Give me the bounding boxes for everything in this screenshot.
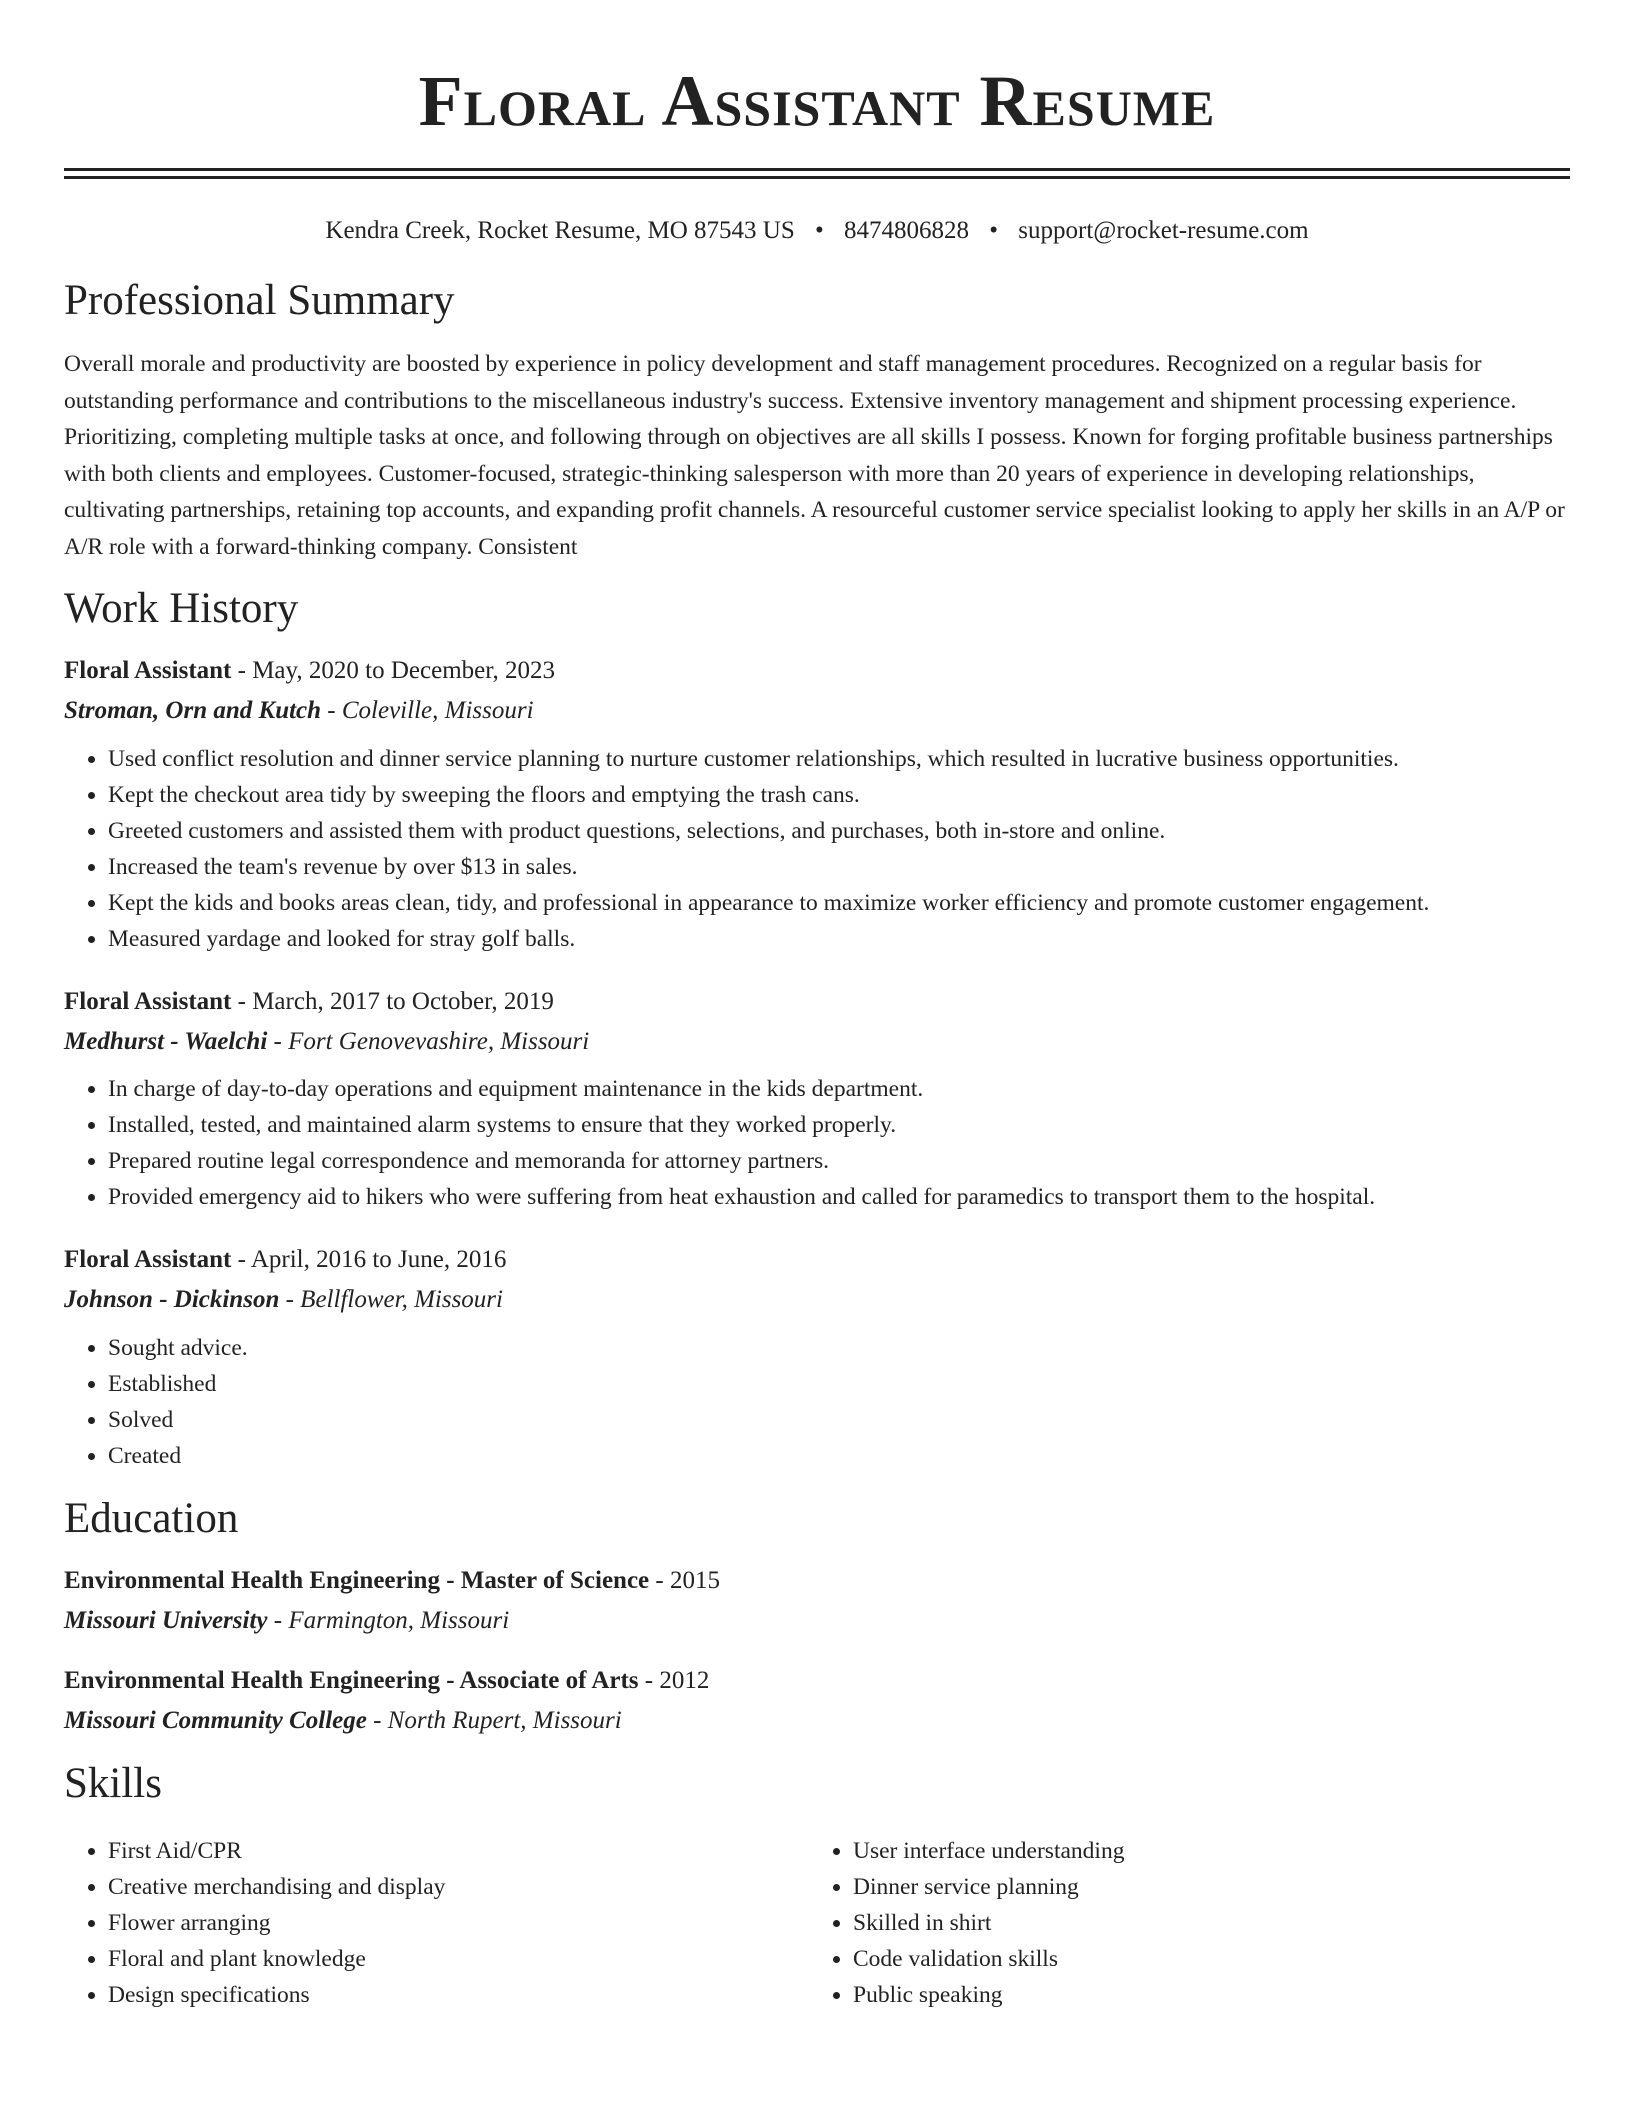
- list-item: • Kept the checkout area tidy by sweeping the floors and emptying the trash cans.: [108, 777, 1570, 813]
- education-entry: [64, 1666, 1570, 1736]
- list-item: • Used conflict resolution and dinner service planning to nurture customer relationships, which resulted in lucrative business opportunities.: [108, 741, 1570, 777]
- work-history-heading: Work History: [64, 585, 299, 632]
- company-location: - Bellflower, Missouri: [279, 1286, 503, 1313]
- resume-page: [64, 0, 1570, 2013]
- education-heading: Education: [64, 1495, 239, 1542]
- company-location: - Coleville, Missouri: [321, 697, 534, 724]
- list-item: • Solved: [108, 1402, 1570, 1438]
- list-item: • Prepared routine legal correspondence and memoranda for attorney partners.: [108, 1143, 1570, 1179]
- degree-name: Environmental Health Engineering - Master of Science: [64, 1567, 650, 1594]
- job-title: Floral Assistant: [64, 657, 232, 684]
- list-item: • Flower arranging: [108, 1905, 809, 1941]
- company-name: Johnson - Dickinson: [64, 1286, 280, 1313]
- job-entry: [64, 1245, 1570, 1474]
- list-item: • Increased the team's revenue by over $13 in sales.: [108, 849, 1570, 885]
- list-item: • Measured yardage and looked for stray golf balls.: [108, 921, 1570, 957]
- job-dates: - May, 2020 to December, 2023: [231, 657, 556, 684]
- graduation-year: - 2012: [638, 1667, 710, 1694]
- list-item: • Floral and plant knowledge: [108, 1941, 809, 1977]
- job-duties: [64, 1330, 1570, 1474]
- list-item: • Established: [108, 1366, 1570, 1402]
- job-duties: [64, 741, 1570, 957]
- job-title: Floral Assistant: [64, 1246, 232, 1273]
- list-item: • First Aid/CPR: [108, 1833, 809, 1869]
- skills-heading: Skills: [64, 1760, 162, 1807]
- list-item: • Provided emergency aid to hikers who were suffering from heat exhaustion and called for paramedics to transport them to the hospital.: [108, 1179, 1570, 1215]
- job-dates: - March, 2017 to October, 2019: [231, 988, 554, 1015]
- list-item: • Public speaking: [853, 1977, 1554, 2013]
- education-entry: [64, 1566, 1570, 1636]
- list-item: • Installed, tested, and maintained alarm systems to ensure that they worked properly.: [108, 1107, 1570, 1143]
- skills-list: [64, 1833, 1570, 2013]
- skills-column-right: [809, 1833, 1554, 2013]
- list-item: • Code validation skills: [853, 1941, 1554, 1977]
- skills-column-left: [64, 1833, 809, 2013]
- company-name: Stroman, Orn and Kutch: [64, 697, 322, 724]
- school-name: Missouri University: [64, 1607, 268, 1634]
- contact-email: support@rocket-resume.com: [1018, 217, 1309, 244]
- company-name: Medhurst - Waelchi: [64, 1028, 268, 1055]
- contact-separator: •: [815, 217, 824, 244]
- contact-separator: •: [989, 217, 999, 244]
- list-item: • Skilled in shirt: [853, 1905, 1554, 1941]
- school-location: - Farmington, Missouri: [267, 1607, 510, 1634]
- contact-phone: 8474806828: [844, 217, 970, 244]
- graduation-year: - 2015: [649, 1567, 720, 1594]
- school-location: - North Rupert, Missouri: [366, 1707, 622, 1734]
- list-item: • Design specifications: [108, 1977, 809, 2013]
- contact-line: [64, 216, 1570, 246]
- list-item: • User interface understanding: [853, 1833, 1554, 1869]
- list-item: • Creative merchandising and display: [108, 1869, 809, 1905]
- job-title: Floral Assistant: [64, 988, 232, 1015]
- job-dates: - April, 2016 to June, 2016: [231, 1246, 507, 1273]
- list-item: • Greeted customers and assisted them with product questions, selections, and purchases, both in-store and online.: [108, 813, 1570, 849]
- list-item: • In charge of day-to-day operations and equipment maintenance in the kids department.: [108, 1071, 1570, 1107]
- list-item: • Sought advice.: [108, 1330, 1570, 1366]
- resume-title: Floral Assistant Resume: [418, 61, 1216, 141]
- degree-name: Environmental Health Engineering - Associate of Arts: [64, 1667, 639, 1694]
- list-item: • Dinner service planning: [853, 1869, 1554, 1905]
- list-item: • Kept the kids and books areas clean, tidy, and professional in appearance to maximize worker efficiency and promote customer engagement.: [108, 885, 1570, 921]
- school-name: Missouri Community College: [64, 1707, 367, 1734]
- contact-address: Kendra Creek, Rocket Resume, MO 87543 US: [325, 217, 795, 244]
- job-entry: [64, 656, 1570, 957]
- summary-heading: Professional Summary: [64, 277, 455, 324]
- summary-text: Overall morale and productivity are boosted by experience in policy development and staff management procedures. Recognized on a regular basis for outstanding performance and contributions to the miscellaneous industry's success. Extensive inventory management and shipment processing experience. Prioritizing, completing multiple tasks at once, and following through on objectives are all skills I possess. Known for forging profitable business partnerships with both clients and employees. Customer-focused, strategic-thinking salesperson with more than 20 years of experience in developing relationships, cultivating partnerships, retaining top accounts, and expanding profit channels. A resourceful customer service specialist looking to apply her skills in an A/P or A/R role with a forward-thinking company. Consistent: [64, 351, 1565, 560]
- company-location: - Fort Genovevashire, Missouri: [267, 1028, 590, 1055]
- list-item: • Created: [108, 1438, 1570, 1474]
- job-entry: [64, 987, 1570, 1215]
- title-divider-bottom: [64, 176, 1570, 179]
- job-duties: [64, 1071, 1570, 1215]
